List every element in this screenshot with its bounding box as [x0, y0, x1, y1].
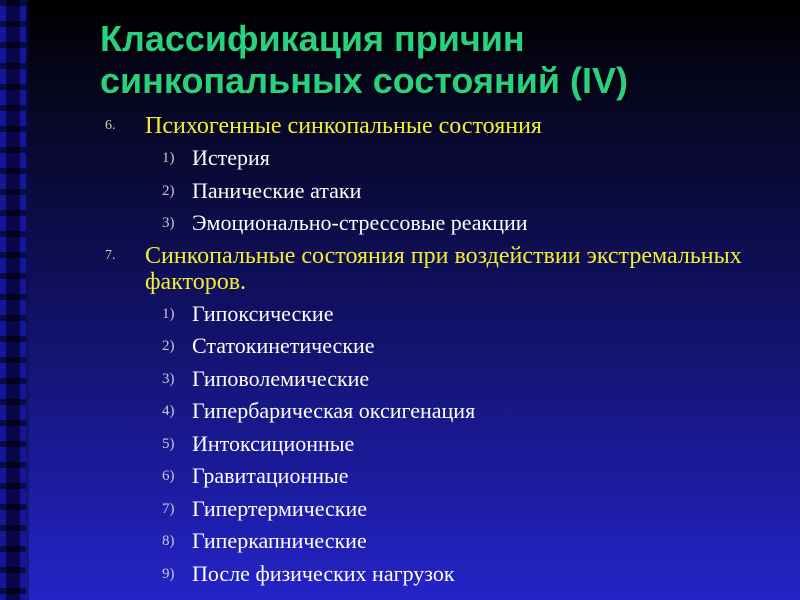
- sublist-item: [145, 431, 790, 457]
- sublist-item: [145, 145, 790, 171]
- sublist-item-number: 2): [162, 338, 175, 354]
- list-item-psychogenic: [100, 113, 790, 236]
- sublist-item-number: 1): [162, 150, 175, 166]
- sublist-item-number: 8): [162, 533, 175, 549]
- sublist-item-number: 9): [162, 565, 175, 582]
- sublist-item: [145, 366, 790, 392]
- sublist-item-number: 7): [162, 500, 175, 517]
- slide-title: [100, 18, 780, 102]
- sublist-item: [145, 496, 790, 522]
- sublist-item-text: Гравитационные: [192, 463, 349, 488]
- list-item-number: 6.: [105, 118, 116, 133]
- sublist-item-text: Гипербарическая оксигенация: [192, 398, 476, 423]
- sublist-psychogenic: [145, 145, 790, 236]
- list-item-text: Синкопальные состояния при воздействии экстремальных факторов.: [145, 242, 742, 295]
- sublist-item: [145, 561, 790, 587]
- sublist-item: [145, 528, 790, 554]
- sublist-item-number: 5): [162, 435, 175, 452]
- sublist-item-number: 3): [162, 370, 175, 387]
- sublist-item-text: Эмоционально-стрессовые реакции: [192, 210, 528, 235]
- decorative-side-edge: [26, 0, 29, 600]
- sublist-item-number: 3): [162, 215, 175, 231]
- sublist-item-text: Гиповолемические: [192, 365, 370, 391]
- list-item-text: Психогенные синкопальные состояния: [145, 113, 542, 139]
- decorative-side-strip: [0, 0, 26, 600]
- sublist-item-number: 1): [162, 305, 175, 322]
- sublist-item-text: Истерия: [192, 145, 270, 170]
- sublist-item: [145, 210, 790, 236]
- slide-content: [100, 113, 790, 593]
- sublist-extreme-factors: [145, 301, 790, 587]
- sublist-item: [145, 301, 790, 327]
- sublist-item-text: После физических нагрузок: [192, 560, 455, 586]
- sublist-item-text: Панические атаки: [192, 177, 362, 203]
- sublist-item-text: Гиперкапнические: [192, 528, 367, 553]
- sublist-item-text: Гипоксические: [192, 300, 334, 326]
- sublist-item: [145, 178, 790, 204]
- sublist-item: [145, 398, 790, 424]
- sublist-item: [145, 333, 790, 359]
- list-item-number: 7.: [105, 247, 116, 263]
- sublist-item-number: 6): [162, 468, 175, 484]
- slide-title-line-2: синкопальных состояний (IV): [100, 60, 628, 101]
- sublist-item-text: Интоксиционные: [192, 430, 355, 456]
- list-item-extreme-factors: [100, 243, 790, 587]
- slide-title-line-1: Классификация причин: [100, 18, 525, 59]
- sublist-item-number: 2): [162, 182, 175, 199]
- sublist-item-number: 4): [162, 403, 175, 419]
- sublist-item-text: Статокинетические: [192, 333, 375, 358]
- sublist-item-text: Гипертермические: [192, 495, 368, 521]
- sublist-item: [145, 463, 790, 489]
